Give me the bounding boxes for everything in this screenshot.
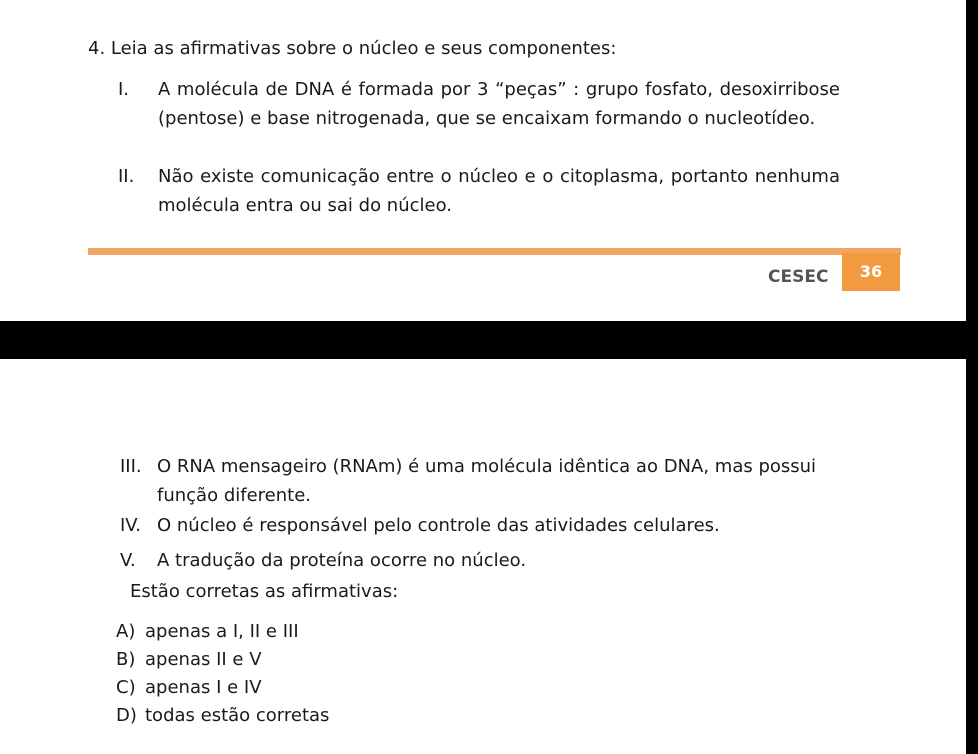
option-a: [116, 621, 299, 642]
option-text: apenas I e IV: [145, 677, 262, 698]
option-d: [116, 705, 329, 726]
question-title: 4. Leia as afirmativas sobre o núcleo e seus componentes:: [88, 38, 617, 59]
page-break-band: [0, 321, 978, 359]
option-letter: D): [116, 705, 137, 726]
option-text: apenas a I, II e III: [145, 621, 299, 642]
statement-number: II.: [118, 166, 135, 187]
statement-text: O núcleo é responsável pelo controle das atividades celulares.: [157, 515, 720, 536]
option-b: [116, 649, 262, 670]
answer-prompt: Estão corretas as afirmativas:: [130, 581, 399, 602]
statement-text: O RNA mensageiro (RNAm) é uma molécula idêntica ao DNA, mas possui função diferente.: [157, 456, 817, 506]
statement-number: III.: [120, 456, 142, 477]
statement-text: A molécula de DNA é formada por 3 “peças” : grupo fosfato, desoxirribose (pentose) e base nitrogenada, que se encaixam formando o nucleotídeo.: [158, 79, 840, 129]
option-c: [116, 677, 262, 698]
option-text: apenas II e V: [145, 649, 262, 670]
statement-text: A tradução da proteína ocorre no núcleo.: [157, 550, 527, 571]
page-number-badge: 36: [842, 253, 900, 291]
option-letter: A): [116, 621, 136, 642]
statement-number: I.: [118, 79, 130, 100]
footer-divider: [88, 248, 901, 255]
statement-text: Não existe comunicação entre o núcleo e o citoplasma, portanto nenhuma molécula entra ou sai do núcleo.: [158, 166, 840, 216]
right-edge-strip: [966, 0, 978, 754]
option-letter: B): [116, 649, 136, 670]
footer-org: CESEC: [768, 267, 829, 287]
statement-number: IV.: [120, 515, 142, 536]
option-letter: C): [116, 677, 136, 698]
statement-number: V.: [120, 550, 136, 571]
option-text: todas estão corretas: [145, 705, 330, 726]
